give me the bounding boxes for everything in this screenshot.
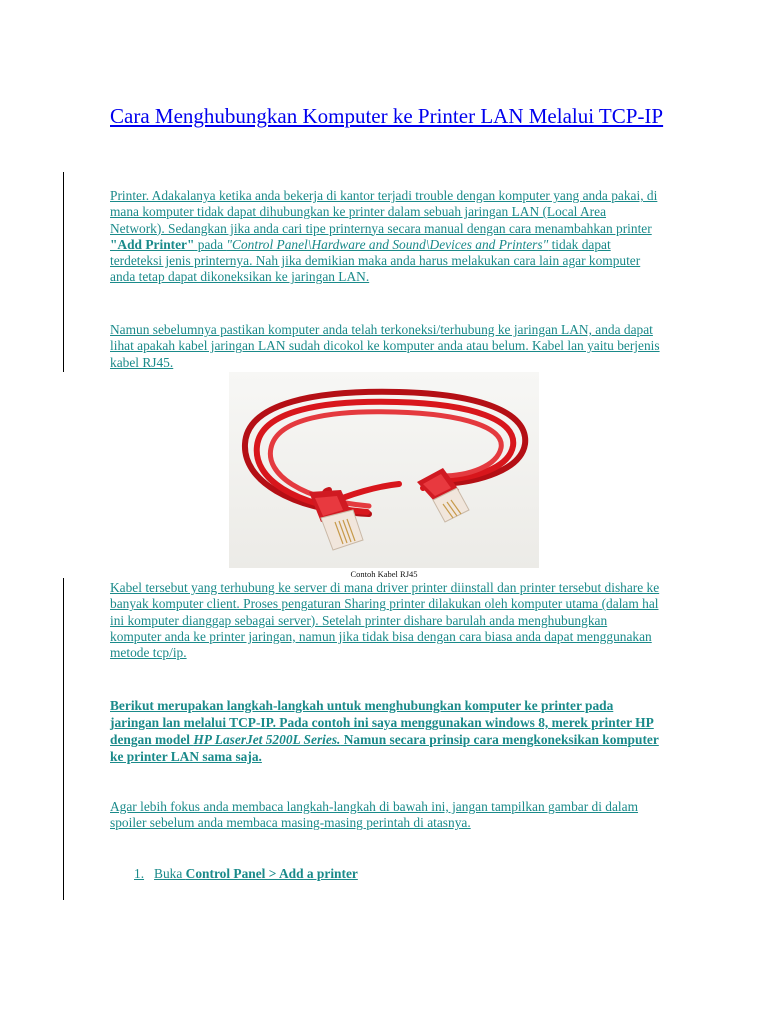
printer-model-italic: HP LaserJet 5200L Series. xyxy=(193,732,341,747)
margin-bar-2 xyxy=(63,578,64,900)
paragraph-server-sharing[interactable]: Kabel tersebut yang terhubung ke server di mana driver printer diinstall dan printer tersebut dishare ke banyak komputer client. Proses pengaturan Sharing printer dilakukan oleh komputer utama (dalam hal ini komputer dianggap sebagai server). Setelah printer dishare barulah anda menghubungkan komputer anda ke printer jaringan, namun jika tidak bisa dengan cara biasa anda dapat menggunakan metode tcp/ip. xyxy=(110,580,660,661)
steps-intro-text-2: Namun secara prinsip cara mengkoneksikan komputer ke printer LAN sama saja. xyxy=(110,732,659,764)
intro-text-3: tidak dapat terdeteksi jenis printernya. Nah jika demikian maka anda harus melakukan cara lain agar komputer anda tetap dapat dikoneksikan ke jaringan LAN. xyxy=(110,236,641,285)
rj45-cable-image xyxy=(229,372,539,568)
steps-intro-text-1: Berikut merupakan langkah-langkah untuk menghubungkan komputer ke printer pada jaringan lan melalui TCP-IP. Pada contoh ini saya menggunakan windows 8, merek printer HP dengan model xyxy=(110,698,654,747)
margin-bar-1 xyxy=(63,172,64,372)
paragraph-cable-check[interactable]: Namun sebelumnya pastikan komputer anda telah terkoneksi/terhubung ke jaringan LAN, anda dapat lihat apakah kabel jaringan LAN sudah dicokol ke komputer anda atau belum. Kabel lan yaitu berjenis kabel RJ45. xyxy=(110,322,660,370)
intro-text-1: Printer. Adakalanya ketika anda bekerja di kantor terjadi trouble dengan komputer yang anda pakai, di mana komputer tidak dapat dihubungkan ke printer dalam sebuah jaringan LAN (Local Area Network). Sedangkan jika anda cari tipe printernya secara manual dengan cara menambahkan printer xyxy=(110,188,658,236)
intro-text-2: pada xyxy=(194,236,227,252)
intro-paragraph[interactable] xyxy=(110,188,660,286)
intro-bold-add-printer: "Add Printer" xyxy=(110,236,195,252)
step-item-1[interactable] xyxy=(134,866,358,882)
image-caption: Contoh Kabel RJ45 xyxy=(350,569,418,579)
rj45-cable-illustration xyxy=(229,372,539,568)
step-prefix: Buka xyxy=(154,866,186,881)
step-number: 1. xyxy=(134,866,145,881)
paragraph-spoiler-note[interactable]: Agar lebih fokus anda membaca langkah-langkah di bawah ini, jangan tampilkan gambar di dalam spoiler sebelum anda membaca masing-masing perintah di atasnya. xyxy=(110,799,639,831)
page-title[interactable]: Cara Menghubungkan Komputer ke Printer LAN Melalui TCP-IP xyxy=(110,104,664,128)
paragraph-steps-intro[interactable] xyxy=(110,697,660,765)
intro-italic-path: "Control Panel\Hardware and Sound\Devices and Printers" xyxy=(226,236,549,252)
step-bold-command: Control Panel > Add a printer xyxy=(185,866,358,881)
